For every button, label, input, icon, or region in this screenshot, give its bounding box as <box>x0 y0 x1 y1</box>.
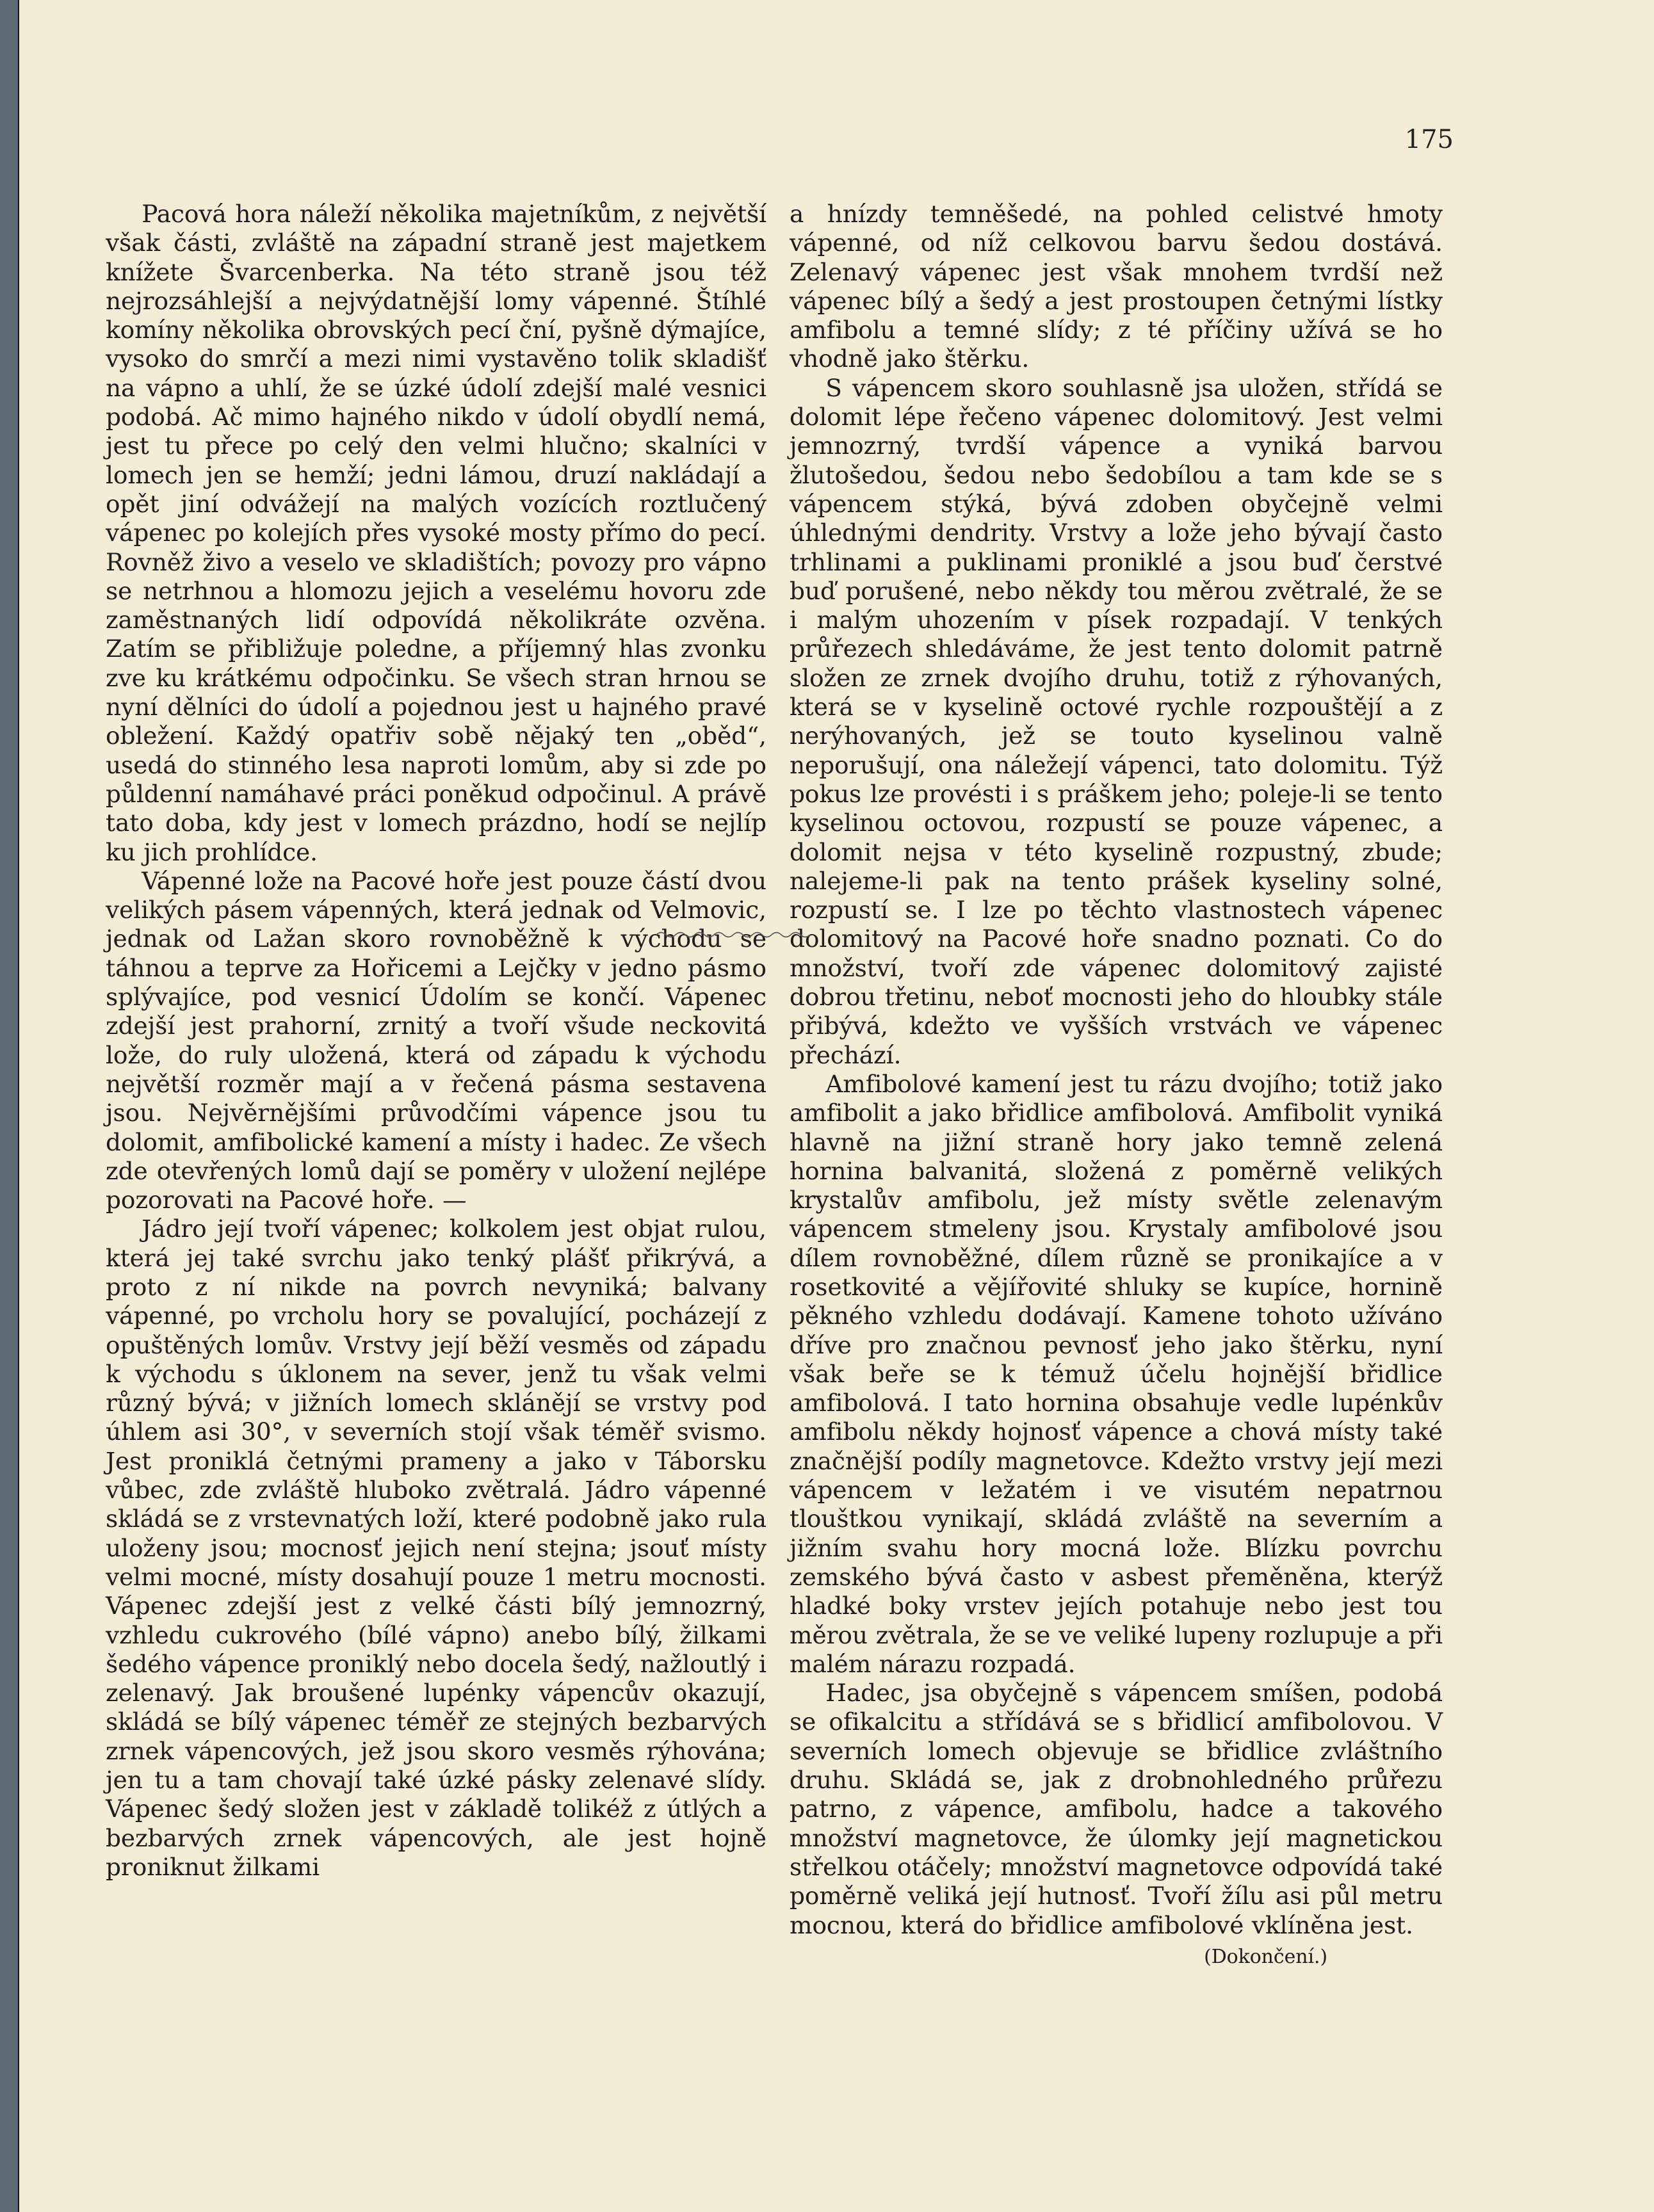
scan-background <box>0 0 18 2212</box>
paragraph: Hadec, jsa obyčejně s vápencem smíšen, podobá se ofikalcitu a střídává se s břidlicí amfibolovou. V severních lomech objevuje se břidlice zvláštního druhu. Skládá se, jak z drobnohledného průřezu patrno, z vápence, amfibolu, hadce a takového množství magnetovce, že úlomky její magnetickou střelkou otáčely; množství magnetovce odpovídá také poměrně veliká její hutnosť. Tvoří žílu asi půl metru mocnou, která do břidlice amfibolové vklíněna jest. <box>790 1679 1443 1939</box>
right-column <box>790 200 1443 1971</box>
paragraph: a hnízdy temněšedé, na pohled celistvé hmoty vápenné, od níž celkovou barvu šedou dostává. Zelenavý vápenec jest však mnohem tvrdší než vápenec bílý a šedý a jest prostoupen četnými lístky amfibolu a temné slídy; z té příčiny užívá se ho vhodně jako štěrku. <box>790 200 1443 373</box>
paragraph: Jádro její tvoří vápenec; kolkolem jest objat rulou, která jej také svrchu jako tenký plášť přikrývá, a proto z ní nikde na povrch nevyniká; balvany vápenné, po vrcholu hory se povalující, pocházejí z opuštěných lomův. Vrstvy její běží vesměs od západu k východu s úklonem na sever, jenž tu však velmi různý bývá; v jižních lomech sklánějí se vrstvy pod úhlem asi 30°, v severních stojí však téměř svismo. Jest proniklá četnými prameny a jako v Táborsku vůbec, zde zvláště hluboko zvětralá. Jádro vápenné skládá se z vrstevnatých loží, které podobně jako rula uloženy jsou; mocnosť jejich není stejna; jsouť místy velmi mocné, místy dosahují pouze 1 metru mocnosti. Vápenec zdejší jest z velké části bílý jemnozrný, vzhledu cukrového (bílé vápno) anebo bílý, žilkami šedého vápence proniklý nebo docela šedý, nažloutlý i zelenavý. Jak broušené lupénky vápencův okazují, skládá se bílý vápenec téměř ze stejných bezbarvých zrnek vápencových, jež jsou skoro vesměs rýhována; jen tu a tam chovají také úzké pásky zelenavé slídy. Vápenec šedý složen jest v základě tolikéž z útlých a bezbarvých zrnek vápencových, ale jest hojně proniknut žilkami <box>106 1215 766 1881</box>
paragraph: Pacová hora náleží několika majetníkům, z největší však části, zvláště na západní straně jest majetkem knížete Švarcenberka. Na této straně jsou též nejrozsáhlejší a nejvýdatnější lomy vápenné. Štíhlé komíny několika obrovských pecí ční, pyšně dýmajíce, vysoko do smrčí a mezi nimi vystavěno tolik skladišť na vápno a uhlí, že se úzké údolí zdejší malé vesnici podobá. Ač mimo hajného nikdo v údolí obydlí nemá, jest tu přece po celý den velmi hlučno; skalníci v lomech jen se hemží; jedni lámou, druzí nakládají a opět jiní odvážejí na malých vozících roztlučený vápenec po kolejích přes vysoké mosty přímo do pecí. Rovněž živo a veselo ve skladištích; povozy pro vápno se netrhnou a hlomozu jejich a veselému hovoru zde zaměstnaných lidí odpovídá několikráte ozvěna. Zatím se přibližuje poledne, a příjemný hlas zvonku zve ku krátkému odpočinku. Se všech stran hrnou se nyní dělníci do údolí a pojednou jest u hajného pravé obležení. Každý opatřiv sobě nějaký ten „oběd“, usedá do stinného lesa naproti lomům, aby si zde po půldenní namáhavé práci poněkud odpočinul. A právě tato doba, kdy jest v lomech prázdno, hodí se nejlíp ku jich prohlídce. <box>106 200 766 866</box>
paragraph: S vápencem skoro souhlasně jsa uložen, střídá se dolomit lépe řečeno vápenec dolomitový. Jest velmi jemnozrný, tvrdší vápence a vyniká barvou žlutošedou, šedou nebo šedobílou a tam kde se s vápencem stýká, bývá zdoben obyčejně velmi úhlednými dendrity. Vrstvy a lože jeho bývají často trhlinami a puklinami proniklé a jsou buď čerstvé buď porušené, nebo někdy tou měrou zvětralé, že se i malým uhozením v písek rozpadají. V tenkých průřezech shledáváme, že jest tento dolomit patrně složen ze zrnek dvojího druhu, totiž z rýhovaných, která se v kyselině octové rychle rozpouštějí a z nerýhovaných, jež se touto kyselinou valně neporušují, ona náležejí vápenci, tato dolomitu. Týž pokus lze provésti i s práškem jeho; poleje-li se tento kyselinou octovou, rozpustí se pouze vápenec, a dolomit nejsa v této kyselině rozpustný, zbude; nalejeme-li pak na tento prášek kyseliny solné, rozpustí se. I lze po těchto vlastnostech vápenec dolomitový na Pacové hoře snadno poznati. Co do množství, tvoří zde vápenec dolomitový zajisté dobrou třetinu, neboť mocnosti jeho do hloubky stále přibývá, kdežto ve vyšších vrstvách ve vápenec přechází. <box>790 373 1443 1069</box>
paragraph: Vápenné lože na Pacové hoře jest pouze částí dvou velikých pásem vápenných, která jednak od Velmovic, jednak od Lažan skoro rovnoběžně k východu se táhnou a teprve za Hořicemi a Lejčky v jedno pásmo splývajíce, pod vesnicí Údolím se končí. Vápenec zdejší jest prahorní, zrnitý a tvoří všude neckovitá lože, do ruly uložená, která od západu k východu největší rozměr mají a v řečená pásma sestavena jsou. Nejvěrnějšími průvodčími vápence jsou tu dolomit, amfibolické kamení a místy i hadec. Ze všech zde otevřených lomů dají se poměry v uložení nejlépe pozorovati na Pacové hoře. — <box>106 866 766 1215</box>
paragraph: Amfibolové kamení jest tu rázu dvojího; totiž jako amfibolit a jako břidlice amfibolová. Amfibolit vyniká hlavně na jižní straně hory jako temně zelená hornina balvanitá, složená z poměrně velikých krystalův amfibolu, jež místy světle zelenavým vápencem stmeleny jsou. Krystaly amfibolové jsou dílem rovnoběžné, dílem různě se pronikajíce a v rosetkovité a vějířovité shluky se kupíce, hornině pěkného vzhledu dodávají. Kamene tohoto užíváno dříve pro značnou pevnosť jeho jako štěrku, nyní však beře se k témuž účelu hojnější břidlice amfibolová. I tato hornina obsahuje vedle lupénkův amfibolu někdy hojnosť vápence a chová místy také značnější podíly magnetovce. Kdežto vrstvy její mezi vápencem v ležatém i ve visutém nepatrnou tlouštkou vynikají, skládá zvláště na severním a jižním svahu hory mocná lože. Blízku povrchu zemského bývá často v asbest přeměněna, kterýž hladké boky vrstev jejích potahuje nebo jest tou měrou zvětrala, že se ve veliké lupeny rozlupuje a při malém nárazu rozpadá. <box>790 1069 1443 1678</box>
to-be-continued-note: (Dokončení.) <box>1204 1945 1327 1968</box>
wavy-divider-ornament <box>656 928 810 941</box>
page-number: 175 <box>1404 125 1454 154</box>
left-column <box>106 200 766 1882</box>
document-page <box>19 0 1654 2212</box>
